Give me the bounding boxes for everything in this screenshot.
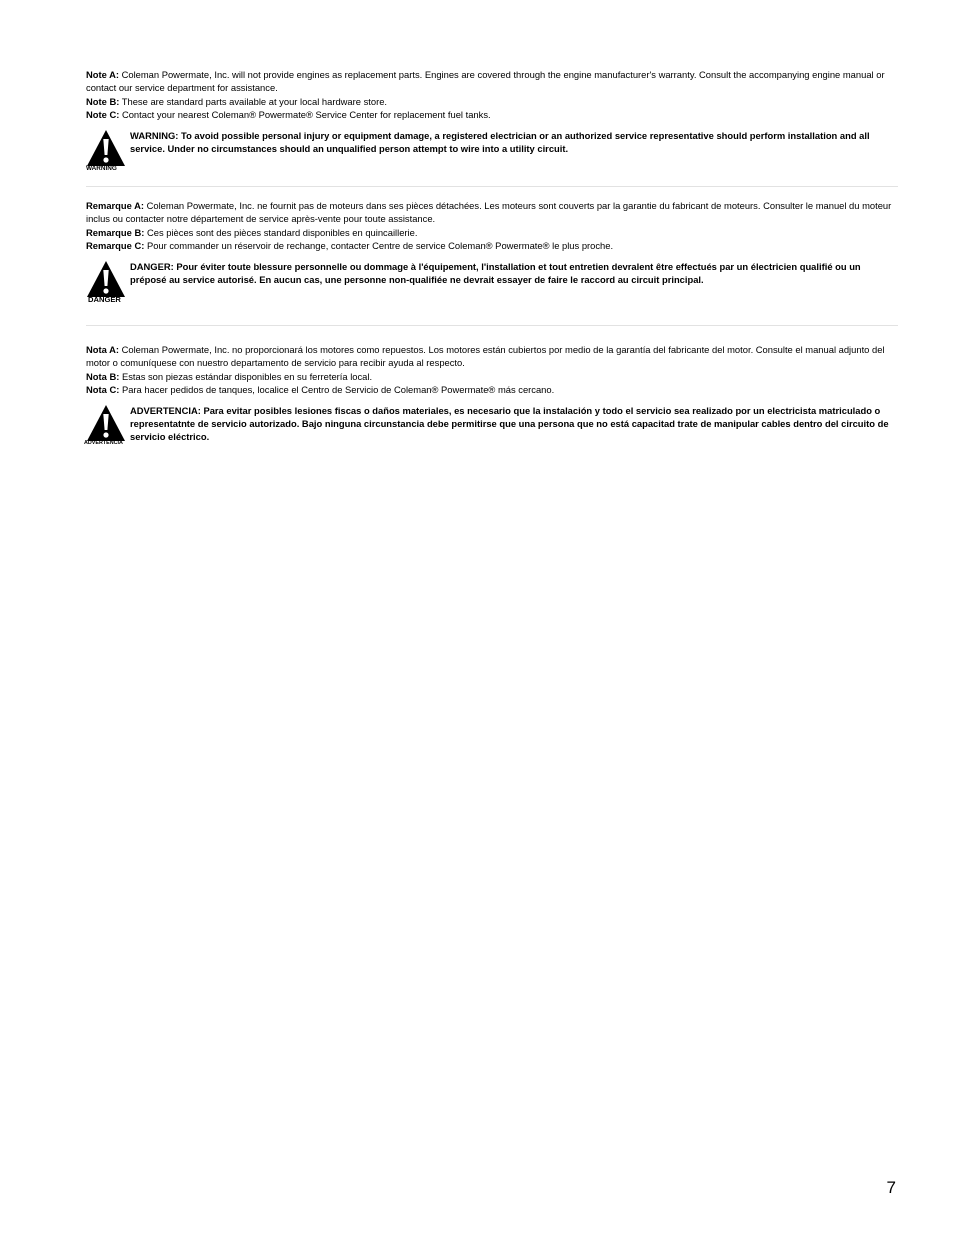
note-text: Coleman Powermate, Inc. will not provide engines as replacement parts. Engines are covered through the engine manufacturer's warranty. Consult the accompanying engine manual or contact our service department for assistance. [86,69,885,94]
warning-triangle-graphic [86,129,126,167]
note-label: Remarque C: [86,240,145,252]
nota-c [86,383,898,396]
note-label: Remarque B: [86,226,145,238]
note-c [86,108,898,121]
danger-icon-caption: DANGER [88,294,121,304]
notes-section-english [86,68,898,173]
note-text: Para hacer pedidos de tanques, localice el Centro de Servicio de Coleman® Powermate® más cercano. [119,384,555,396]
danger-block [86,260,898,304]
advertencia-block [86,404,898,448]
warning-block [86,129,898,173]
page-number: 7 [886,1178,896,1197]
note-text: These are standard parts available at your local hardware store. [119,95,388,107]
note-label: Note A: [86,69,119,80]
advertencia-text: ADVERTENCIA: Para evitar posibles lesiones fiscas o daños materiales, es necesario que la instalación y todo el servicio sea realizado por un electricista matriculado o representatnte de servicio autorizado. Bajo ninguna circunstancia debe permitirse que una persona que no está capacitad trate de manipular cables dentro del circuito de servicio eléctrico. [130,404,889,443]
note-a [86,68,898,95]
advertencia-triangle-icon [86,404,128,450]
note-text: Coleman Powermate, Inc. ne fournit pas de moteurs dans ses pièces détachées. Les moteurs sont couverts par la garantie du fabricant de moteurs. Consulter le manuel du moteur inclus ou contacter notre département de service après-vente pour toute assistance. [86,200,892,225]
warning-triangle-icon [86,129,128,175]
warning-icon-caption: WARNING [86,164,117,172]
nota-a [86,343,898,370]
note-b [86,95,898,108]
danger-text: DANGER: Pour éviter toute blessure personnelle ou dommage à l'équipement, l'installation et tout entretien devralent être effectués par un électricien qualifié ou un préposé au service autorisé. En aucun cas, une personne non-qualifiée ne devrait essayer de faire le raccord au circuit principal. [130,260,861,285]
section-divider [86,186,898,187]
remarque-a [86,199,898,226]
note-text: Ces pièces sont des pièces standard disponibles en quincaillerie. [144,226,418,238]
warning-text: WARNING: To avoid possible personal injury or equipment damage, a registered electrician or an authorized service representative should perform installation and all service. Under no circumstances should an unqualified person attempt to wire into a utility circuit. [130,129,870,154]
note-text: Pour commander un réservoir de rechange, contacter Centre de service Coleman® Powermate® le plus proche. [144,240,614,252]
note-label: Remarque A: [86,200,144,211]
remarque-c [86,239,898,252]
danger-triangle-icon [86,260,128,306]
advertencia-icon-caption: ADVERTENCIA [84,439,123,446]
note-text: Estas son piezas estándar disponibles en su ferretería local. [119,370,373,382]
nota-b [86,370,898,383]
note-label: Note B: [86,95,120,107]
note-text: Coleman Powermate, Inc. no proporcionará los motores como repuestos. Los motores están cubiertos por medio de la garantía del fabricante del motor. Consulte el manual adjunto del motor o comuníquese con nuestro departamento de servicio para recibir ayuda al respecto. [86,344,885,369]
notes-section-spanish [86,343,898,448]
section-divider [86,325,898,326]
note-text: Contact your nearest Coleman® Powermate® Service Center for replacement fuel tanks. [119,109,491,121]
notes-section-french [86,199,898,304]
note-label: Nota B: [86,370,120,382]
remarque-b [86,226,898,239]
note-label: Nota A: [86,344,119,355]
note-label: Note C: [86,109,120,121]
danger-triangle-graphic [86,260,126,298]
advertencia-triangle-graphic [86,404,126,442]
note-label: Nota C: [86,384,120,396]
